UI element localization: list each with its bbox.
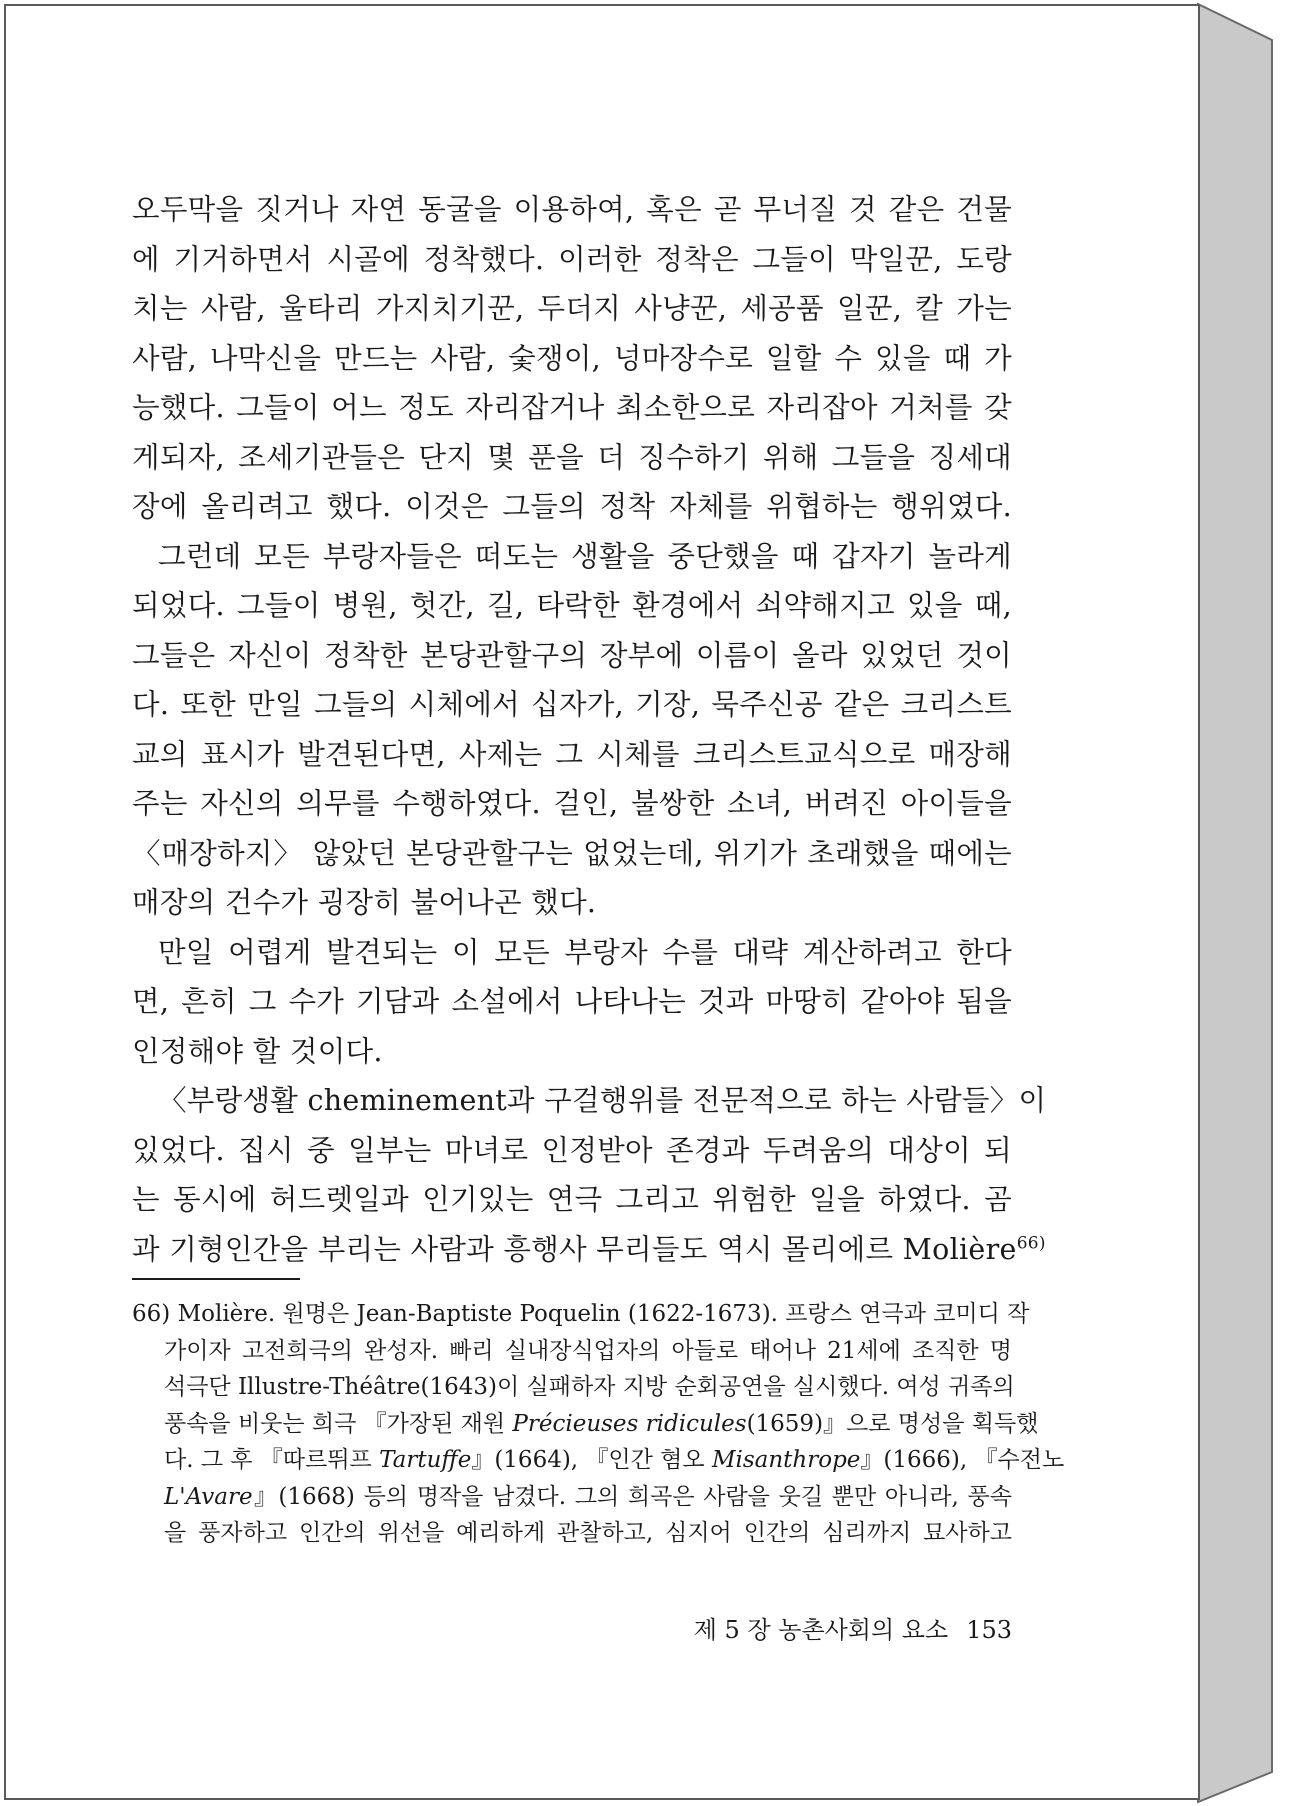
footnote-text: (1659)』으로 명성을 획득했 [746,1410,1039,1437]
text-line: 장에 올리려고 했다. 이것은 그들의 정착 자체를 위협하는 행위였다. [132,490,1012,523]
footnote-text: 』(1664), 『인간 혐오 [471,1447,712,1473]
text-line: 에 기거하면서 시골에 정착했다. 이러한 정착은 그들이 막일꾼, 도랑 [132,242,1012,276]
footnote-text: 』(1666), 『수전노 [860,1447,1065,1473]
footnote-line [132,1479,1012,1516]
text-line: 그들은 자신이 정착한 본당관할구의 장부에 이름이 올라 있었던 것이 [132,638,1012,672]
text-line: 인정해야 할 것이다. [132,1034,383,1068]
text-line: 그런데 모든 부랑자들은 떠도는 생활을 중단했을 때 갑자기 놀라게 [158,539,1012,573]
text-line: 게되자, 조세기관들은 단지 몇 푼을 더 징수하기 위해 그들을 징세대 [132,440,1012,474]
text-line: 면, 흔히 그 수가 기담과 소설에서 나타나는 것과 마땅히 같아야 됨을 [132,985,1012,1018]
text-line: 〈매장하지〉 않았던 본당관할구는 없었는데, 위기가 초래했을 때에는 [132,836,1012,870]
footnotes [132,1296,1065,1552]
footnote-reference[interactable]: 66) [1016,1233,1046,1253]
footnote-line: 석극단 Illustre-Théâtre(1643)이 실패하자 지방 순회공연을 실시했다. 여성 귀족의 [164,1374,1015,1400]
work-title-italic: L'Avare [164,1483,253,1510]
text-line: 주는 자신의 의무를 수행하였다. 걸인, 불쌍한 소녀, 버려진 아이들을 [132,787,1012,820]
footnote-line [132,1406,1039,1443]
footnote-text: 풍속을 비웃는 희극 『가장된 재원 [164,1410,513,1437]
text-line: 교의 표시가 발견된다면, 사제는 그 시체를 크리스트교식으로 매장해 [132,737,1012,771]
text-line: 매장의 건수가 굉장히 불어나곤 했다. [132,886,597,919]
footnote-text: Molière. 원명은 Jean-Baptiste Poquelin (1622-1673). 프랑스 연극과 코미디 작 [177,1301,1030,1327]
text-line: 〈부랑생활 cheminement과 구걸행위를 전문적으로 하는 사람들〉이 [158,1084,1047,1117]
text-line: 다. 또한 만일 그들의 시체에서 십자가, 기장, 묵주신공 같은 크리스트 [132,688,1012,721]
text-line: 있었다. 집시 중 일부는 마녀로 인정받아 존경과 두려움의 대상이 되 [132,1133,1012,1167]
text-line: 되었다. 그들이 병원, 헛간, 길, 타락한 환경에서 쇠약해지고 있을 때, [132,589,1012,622]
work-title-italic: Misanthrope [711,1447,861,1473]
text-line: 는 동시에 허드렛일과 인기있는 연극 그리고 위험한 일을 하였다. 곰 [132,1183,1012,1216]
chapter-title: 제 5 장 농촌사회의 요소 [693,1616,949,1644]
footnote-divider [132,1278,300,1280]
main-text [132,185,1047,1274]
footnote-number: 66) [132,1301,171,1327]
footnote-line [132,1442,1065,1479]
text-line: 치는 사람, 울타리 가지치기꾼, 두더지 사냥꾼, 세공품 일꾼, 칼 가는 [132,292,1012,325]
text-line: 능했다. 그들이 어느 정도 자리잡거나 최소한으로 자리잡아 거처를 갖 [132,391,1012,424]
text-line-content: 과 기형인간을 부리는 사람과 흥행사 무리들도 역시 몰리에르 Molière [132,1232,1017,1266]
work-title-italic: Tartuffe [379,1447,472,1473]
footnote-line: 을 풍자하고 인간의 위선을 예리하게 관찰하고, 심지어 인간의 심리까지 묘사하고 [164,1520,1012,1546]
text-line: 오두막을 짓거나 자연 동굴을 이용하여, 혹은 곧 무너질 것 같은 건물 [132,193,1012,226]
page-number: 153 [966,1616,1012,1644]
footnote-line [132,1296,1030,1333]
footnote-line: 가이자 고전희극의 완성자. 빠리 실내장식업자의 아들로 태어나 21세에 조직한 명 [164,1337,1012,1364]
page-footer [132,1610,1012,1645]
text-line: 만일 어렵게 발견되는 이 모든 부랑자 수를 대략 계산하려고 한다 [158,935,1012,969]
text-line: 사람, 나막신을 만드는 사람, 숯쟁이, 넝마장수로 일할 수 있을 때 가 [132,341,1012,375]
text-line [132,1225,1046,1275]
footnote-text: 다. 그 후 『따르뛰프 [164,1447,380,1473]
work-title-italic: Précieuses ridicules [512,1410,747,1437]
footnote-text: 』(1668) 등의 명작을 남겼다. 그의 희곡은 사람을 웃길 뿐만 아니라, 풍속 [252,1483,1012,1510]
